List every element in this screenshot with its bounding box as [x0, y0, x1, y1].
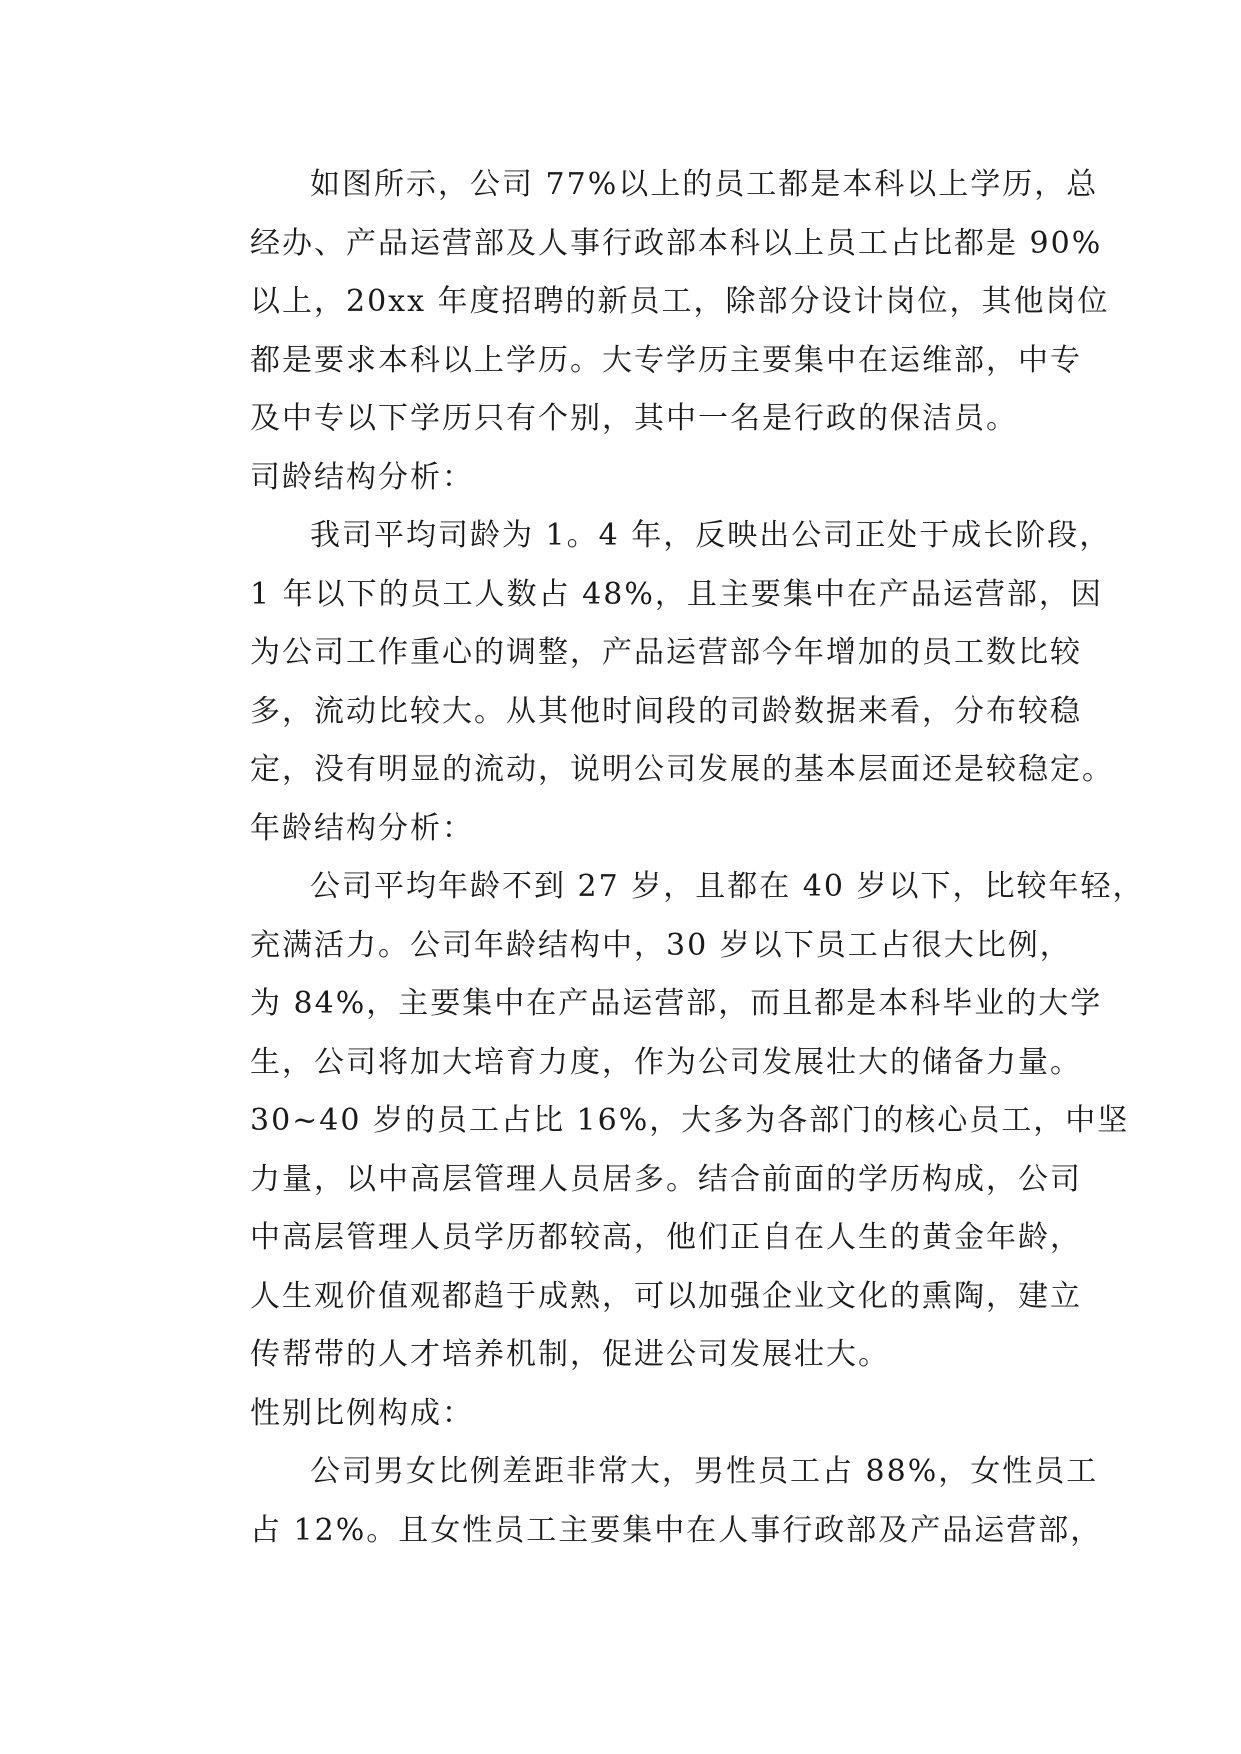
- text-line: 人生观价值观都趋于成熟，可以加强企业文化的熏陶，建立: [250, 1278, 1082, 1314]
- paragraph-age: [190, 858, 1145, 1385]
- text-line: 都是要求本科以上学历。大专学历主要集中在运维部，中专: [250, 342, 1082, 378]
- text-line: 公司平均年龄不到 27 岁，且都在 40 岁以下，比较年轻，: [310, 869, 1145, 904]
- text-line: 充满活力。公司年龄结构中，30 岁以下员工占很大比例，: [250, 927, 1072, 963]
- text-line: 及中专以下学历只有个别，其中一名是行政的保洁员。: [250, 401, 1018, 436]
- text-line: 传帮带的人才培养机制，促进公司发展壮大。: [250, 1337, 890, 1372]
- text-line: 定，没有明显的流动，说明公司发展的基本层面还是较稳定。: [250, 752, 1114, 787]
- document-body: [190, 156, 1145, 1560]
- text-line: 多，流动比较大。从其他时间段的司龄数据来看，分布较稳: [250, 693, 1082, 729]
- paragraph-gender: [190, 1443, 1103, 1560]
- text-line: 30~40 岁的员工占比 16%，大多为各部门的核心员工，中坚: [250, 1103, 1130, 1138]
- text-line: 力量，以中高层管理人员居多。结合前面的学历构成，公司: [250, 1161, 1082, 1197]
- paragraph-tenure: [190, 507, 1114, 800]
- text-line: 如图所示，公司 77%以上的员工都是本科以上学历，总: [310, 167, 1099, 202]
- text-line: 中高层管理人员学历都较高，他们正自在人生的黄金年龄，: [250, 1220, 1082, 1255]
- section-heading-tenure: 司龄结构分析：: [250, 459, 474, 495]
- text-line: 为公司工作重心的调整，产品运营部今年增加的员工数比较: [250, 635, 1082, 670]
- section-heading-gender: 性别比例构成：: [250, 1395, 474, 1431]
- text-line: 为 84%，主要集中在产品运营部，而且都是本科毕业的大学: [250, 986, 1103, 1021]
- text-line: 生，公司将加大培育力度，作为公司发展壮大的储备力量。: [250, 1044, 1082, 1080]
- text-line: 经办、产品运营部及人事行政部本科以上员工占比都是 90%: [250, 225, 1103, 261]
- text-line: 1 年以下的员工人数占 48%，且主要集中在产品运营部，因: [250, 576, 1103, 612]
- section-heading-age: 年龄结构分析：: [250, 810, 474, 846]
- text-line: 占 12%。且女性员工主要集中在人事行政部及产品运营部，: [250, 1512, 1103, 1548]
- text-line: 公司男女比例差距非常大，男性员工占 88%，女性员工: [310, 1454, 1099, 1489]
- text-line: 以上，20xx 年度招聘的新员工，除部分设计岗位，其他岗位: [250, 284, 1110, 319]
- text-line: 我司平均司龄为 1。4 年，反映出公司正处于成长阶段，: [310, 518, 1112, 553]
- paragraph-education: [190, 156, 1110, 449]
